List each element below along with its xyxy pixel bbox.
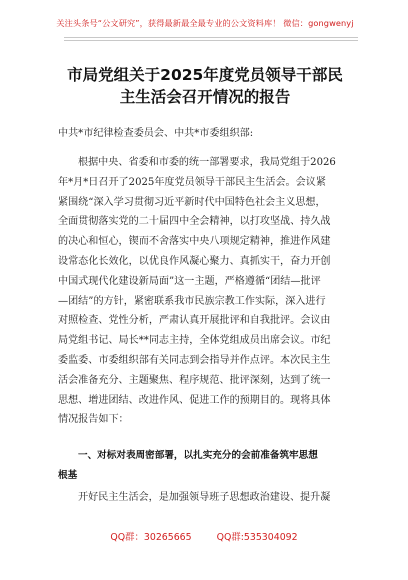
paragraph-2 bbox=[58, 488, 358, 508]
footer-contact bbox=[0, 529, 408, 543]
section-heading-1 bbox=[58, 446, 358, 486]
title-line-1: 市局党组关于2025年度党员领导干部民 bbox=[67, 66, 343, 84]
paragraph-1 bbox=[58, 153, 358, 430]
paragraph-line: 紧围绕“深入学习贯彻习近平新时代中国特色社会主义思想， bbox=[58, 196, 326, 208]
footer-qq-group-2: QQ群:535304092 bbox=[216, 532, 298, 543]
header-banner: 关注头条号“公文研究”，获得最新最全最专业的公文资料库！ 微信：gongwenyj bbox=[56, 18, 354, 28]
paragraph-line: 年*月*日召开了2025年度党员领导干部民主生活会。会议紧 bbox=[58, 176, 326, 188]
title-line-2: 主生活会召开情况的报告 bbox=[119, 88, 291, 106]
section-heading-line: 根基 bbox=[58, 470, 78, 481]
paragraph-line: 局党组书记、局长**同志主持，全体党组成员出席会议。市纪 bbox=[58, 335, 331, 347]
header-divider-top bbox=[64, 37, 358, 38]
paragraph-line: 委监委、市委组织部有关同志到会指导并作点评。本次民主生 bbox=[58, 354, 331, 366]
salutation: 中共*市纪律检查委员会、中共*市委组织部: bbox=[58, 128, 254, 139]
section-heading-line: 一、对标对表周密部署，以扎实充分的会前准备筑牢思想 bbox=[78, 450, 318, 461]
paragraph-line: 活会准备充分、主题聚焦、程序规范、批评深刻，达到了统一 bbox=[58, 374, 331, 386]
header-divider-bottom bbox=[64, 40, 358, 41]
document-title bbox=[40, 64, 370, 108]
paragraph-line: 设常态化长效化，以优良作风凝心聚力、真抓实干，奋力开创 bbox=[58, 255, 331, 267]
footer-qq-group-1: QQ群：30265665 bbox=[110, 532, 192, 543]
paragraph-line: 全面贯彻落实党的二十届四中全会精神，以打攻坚战、持久战 bbox=[58, 216, 331, 228]
paragraph-line: —团结”的方针，紧密联系我市民族宗教工作实际，深入进行 bbox=[58, 295, 326, 307]
paragraph-line: 的决心和恒心，锲而不舍落实中央八项规定精神，推进作风建 bbox=[58, 236, 331, 248]
paragraph-line: 对照检查、党性分析，严肃认真开展批评和自我批评。会议由 bbox=[58, 315, 331, 327]
paragraph-line: 开好民主生活会，是加强领导班子思想政治建设、提升凝 bbox=[78, 492, 331, 503]
paragraph-line: 中国式现代化建设新局面”这一主题，严格遵循“团结—批评 bbox=[58, 275, 321, 287]
paragraph-line: 根据中央、省委和市委的统一部署要求，我局党组于2026 bbox=[78, 157, 336, 168]
paragraph-line: 思想、增进团结、改进作风、促进工作的预期目的。现将具体 bbox=[58, 394, 331, 406]
paragraph-line: 情况报告如下： bbox=[58, 414, 129, 426]
